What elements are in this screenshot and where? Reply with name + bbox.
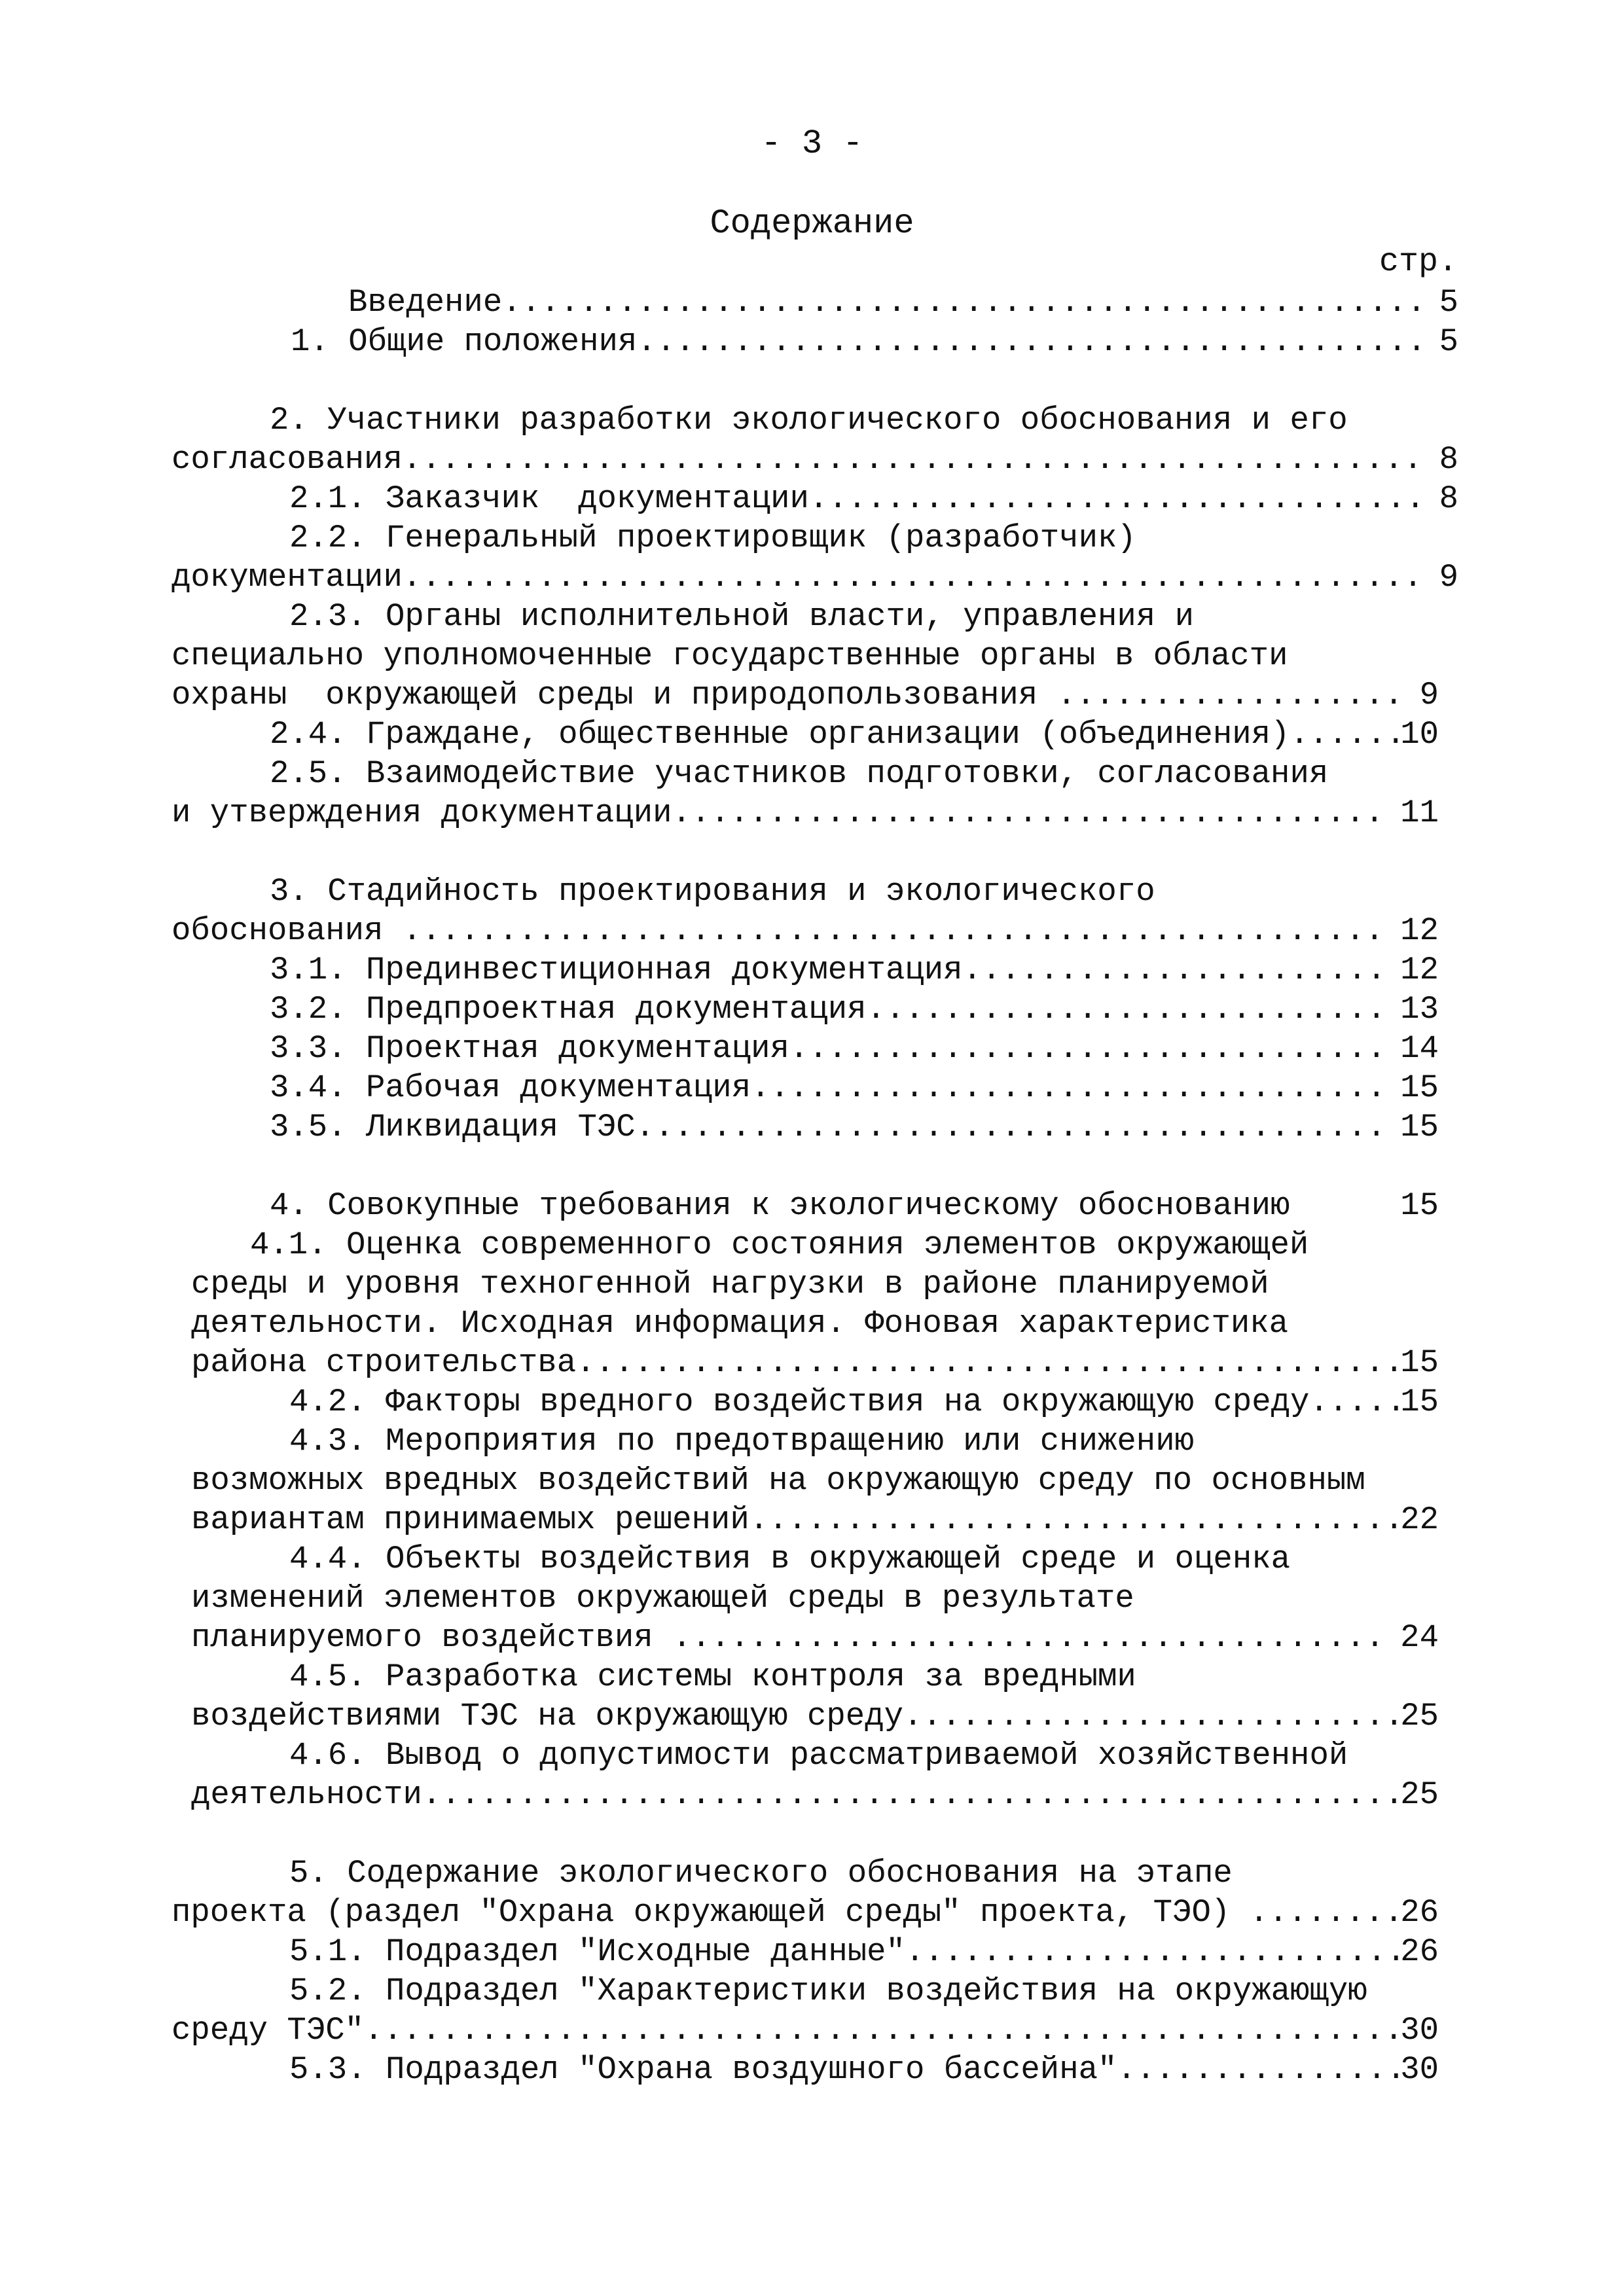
- toc-entry-2-line2: согласования ..... 8: [171, 440, 1458, 479]
- toc-entry-2-3-line2: специально уполномоченные государственные органы в области: [171, 637, 1288, 674]
- toc-entry-2-3-line3: охраны окружающей среды и природопользования ..... 9: [171, 675, 1439, 715]
- toc-entry-3-3: 3.3. Проектная документация ..... 14: [171, 1029, 1439, 1068]
- toc-entry-4-3-line1: 4.3. Мероприятия по предотвращению или снижению: [289, 1423, 1195, 1460]
- toc-entry-5-2-line2: среду ТЭС" ..... 30: [171, 2011, 1439, 2050]
- toc-entry-4-5-line1: 4.5. Разработка системы контроля за вредными: [289, 1659, 1136, 1695]
- toc-title: Содержание: [710, 204, 914, 243]
- toc-entry-5-line1: 5. Содержание экологического обоснования на этапе: [289, 1855, 1233, 1892]
- toc-entry-4-4-line3: планируемого воздействия ..... 24: [171, 1618, 1439, 1657]
- toc-entry-2-2-line1: 2.2. Генеральный проектировщик (разработчик): [289, 520, 1136, 556]
- toc-entry-5-2-line1: 5.2. Подраздел "Характеристики воздействия на окружающую: [289, 1973, 1367, 2009]
- toc-entry-1: 1. Общие положения ..... 5: [171, 322, 1458, 361]
- toc-entry-4-4-line2: изменений элементов окружающей среды в результате: [191, 1580, 1134, 1617]
- toc-entry-4-3-line2: возможных вредных воздействий на окружающую среду по основным: [191, 1462, 1365, 1499]
- toc-entry-5-line2: проекта (раздел "Охрана окружающей среды" проекта, ТЭО) ..... 26: [171, 1893, 1439, 1932]
- toc-entry-3-2: 3.2. Предпроектная документация ..... 13: [171, 990, 1439, 1029]
- toc-entry-3-1: 3.1. Прединвестиционная документация ..... 12: [171, 950, 1439, 990]
- page-number: - 3 -: [761, 124, 863, 163]
- toc-entry-intro: Введение ..... 5: [171, 283, 1458, 322]
- toc-entry-3-4: 3.4. Рабочая документация ..... 15: [171, 1068, 1439, 1107]
- toc-entry-4-1-line2: среды и уровня техногенной нагрузки в районе планируемой: [191, 1266, 1269, 1302]
- toc-entry-2-4: 2.4. Граждане, общественные организации (объединения) ..... 10: [171, 715, 1439, 754]
- toc-entry-2-2-line2: документации ..... 9: [171, 558, 1458, 597]
- toc-entry-3-5: 3.5. Ликвидация ТЭС ..... 15: [171, 1107, 1439, 1147]
- toc-entry-3-line2: обоснования ..... 12: [171, 911, 1439, 950]
- toc-entry-4-2: 4.2. Факторы вредного воздействия на окружающую среду ..... 15: [171, 1382, 1439, 1422]
- toc-entry-4-6-line1: 4.6. Вывод о допустимости рассматриваемой хозяйственной: [289, 1737, 1348, 1774]
- toc-entry-4-3-line3: вариантам принимаемых решений ..... 22: [171, 1500, 1439, 1539]
- toc-entry-4-1-line3: деятельности. Исходная информация. Фоновая характеристика: [191, 1305, 1289, 1342]
- toc-entry-4: 4. Совокупные требования к экологическому обоснованию 15: [270, 1187, 1439, 1224]
- toc-entry-2-5-line2: и утверждения документации ..... 11: [171, 793, 1439, 833]
- toc-entry-2-line1: 2. Участники разработки экологического обоснования и его: [270, 402, 1348, 439]
- toc-entry-5-1: 5.1. Подраздел "Исходные данные" ..... 26: [171, 1932, 1439, 1971]
- toc-entry-2-3-line1: 2.3. Органы исполнительной власти, управления и: [289, 598, 1195, 635]
- toc-entry-4-1-line1: 4.1. Оценка современного состояния элементов окружающей: [250, 1227, 1309, 1263]
- toc-entry-4-1-line4: района строительства ..... 15: [171, 1343, 1439, 1382]
- toc-entry-4-5-line2: воздействиями ТЭС на окружающую среду ..... 25: [171, 1696, 1439, 1736]
- toc-entry-2-5-line1: 2.5. Взаимодействие участников подготовки, согласования: [270, 755, 1329, 792]
- toc-entry-3-line1: 3. Стадийность проектирования и экологического: [270, 873, 1155, 910]
- toc-entry-4-4-line1: 4.4. Объекты воздействия в окружающей среде и оценка: [289, 1541, 1291, 1577]
- toc-entry-2-1: 2.1. Заказчик документации ..... 8: [171, 479, 1458, 518]
- page-column-header: стр.: [1379, 243, 1458, 281]
- toc-entry-4-6-line2: деятельности ..... 25: [171, 1775, 1439, 1814]
- toc-entry-5-3: 5.3. Подраздел "Охрана воздушного бассейна" ..... 30: [171, 2050, 1439, 2089]
